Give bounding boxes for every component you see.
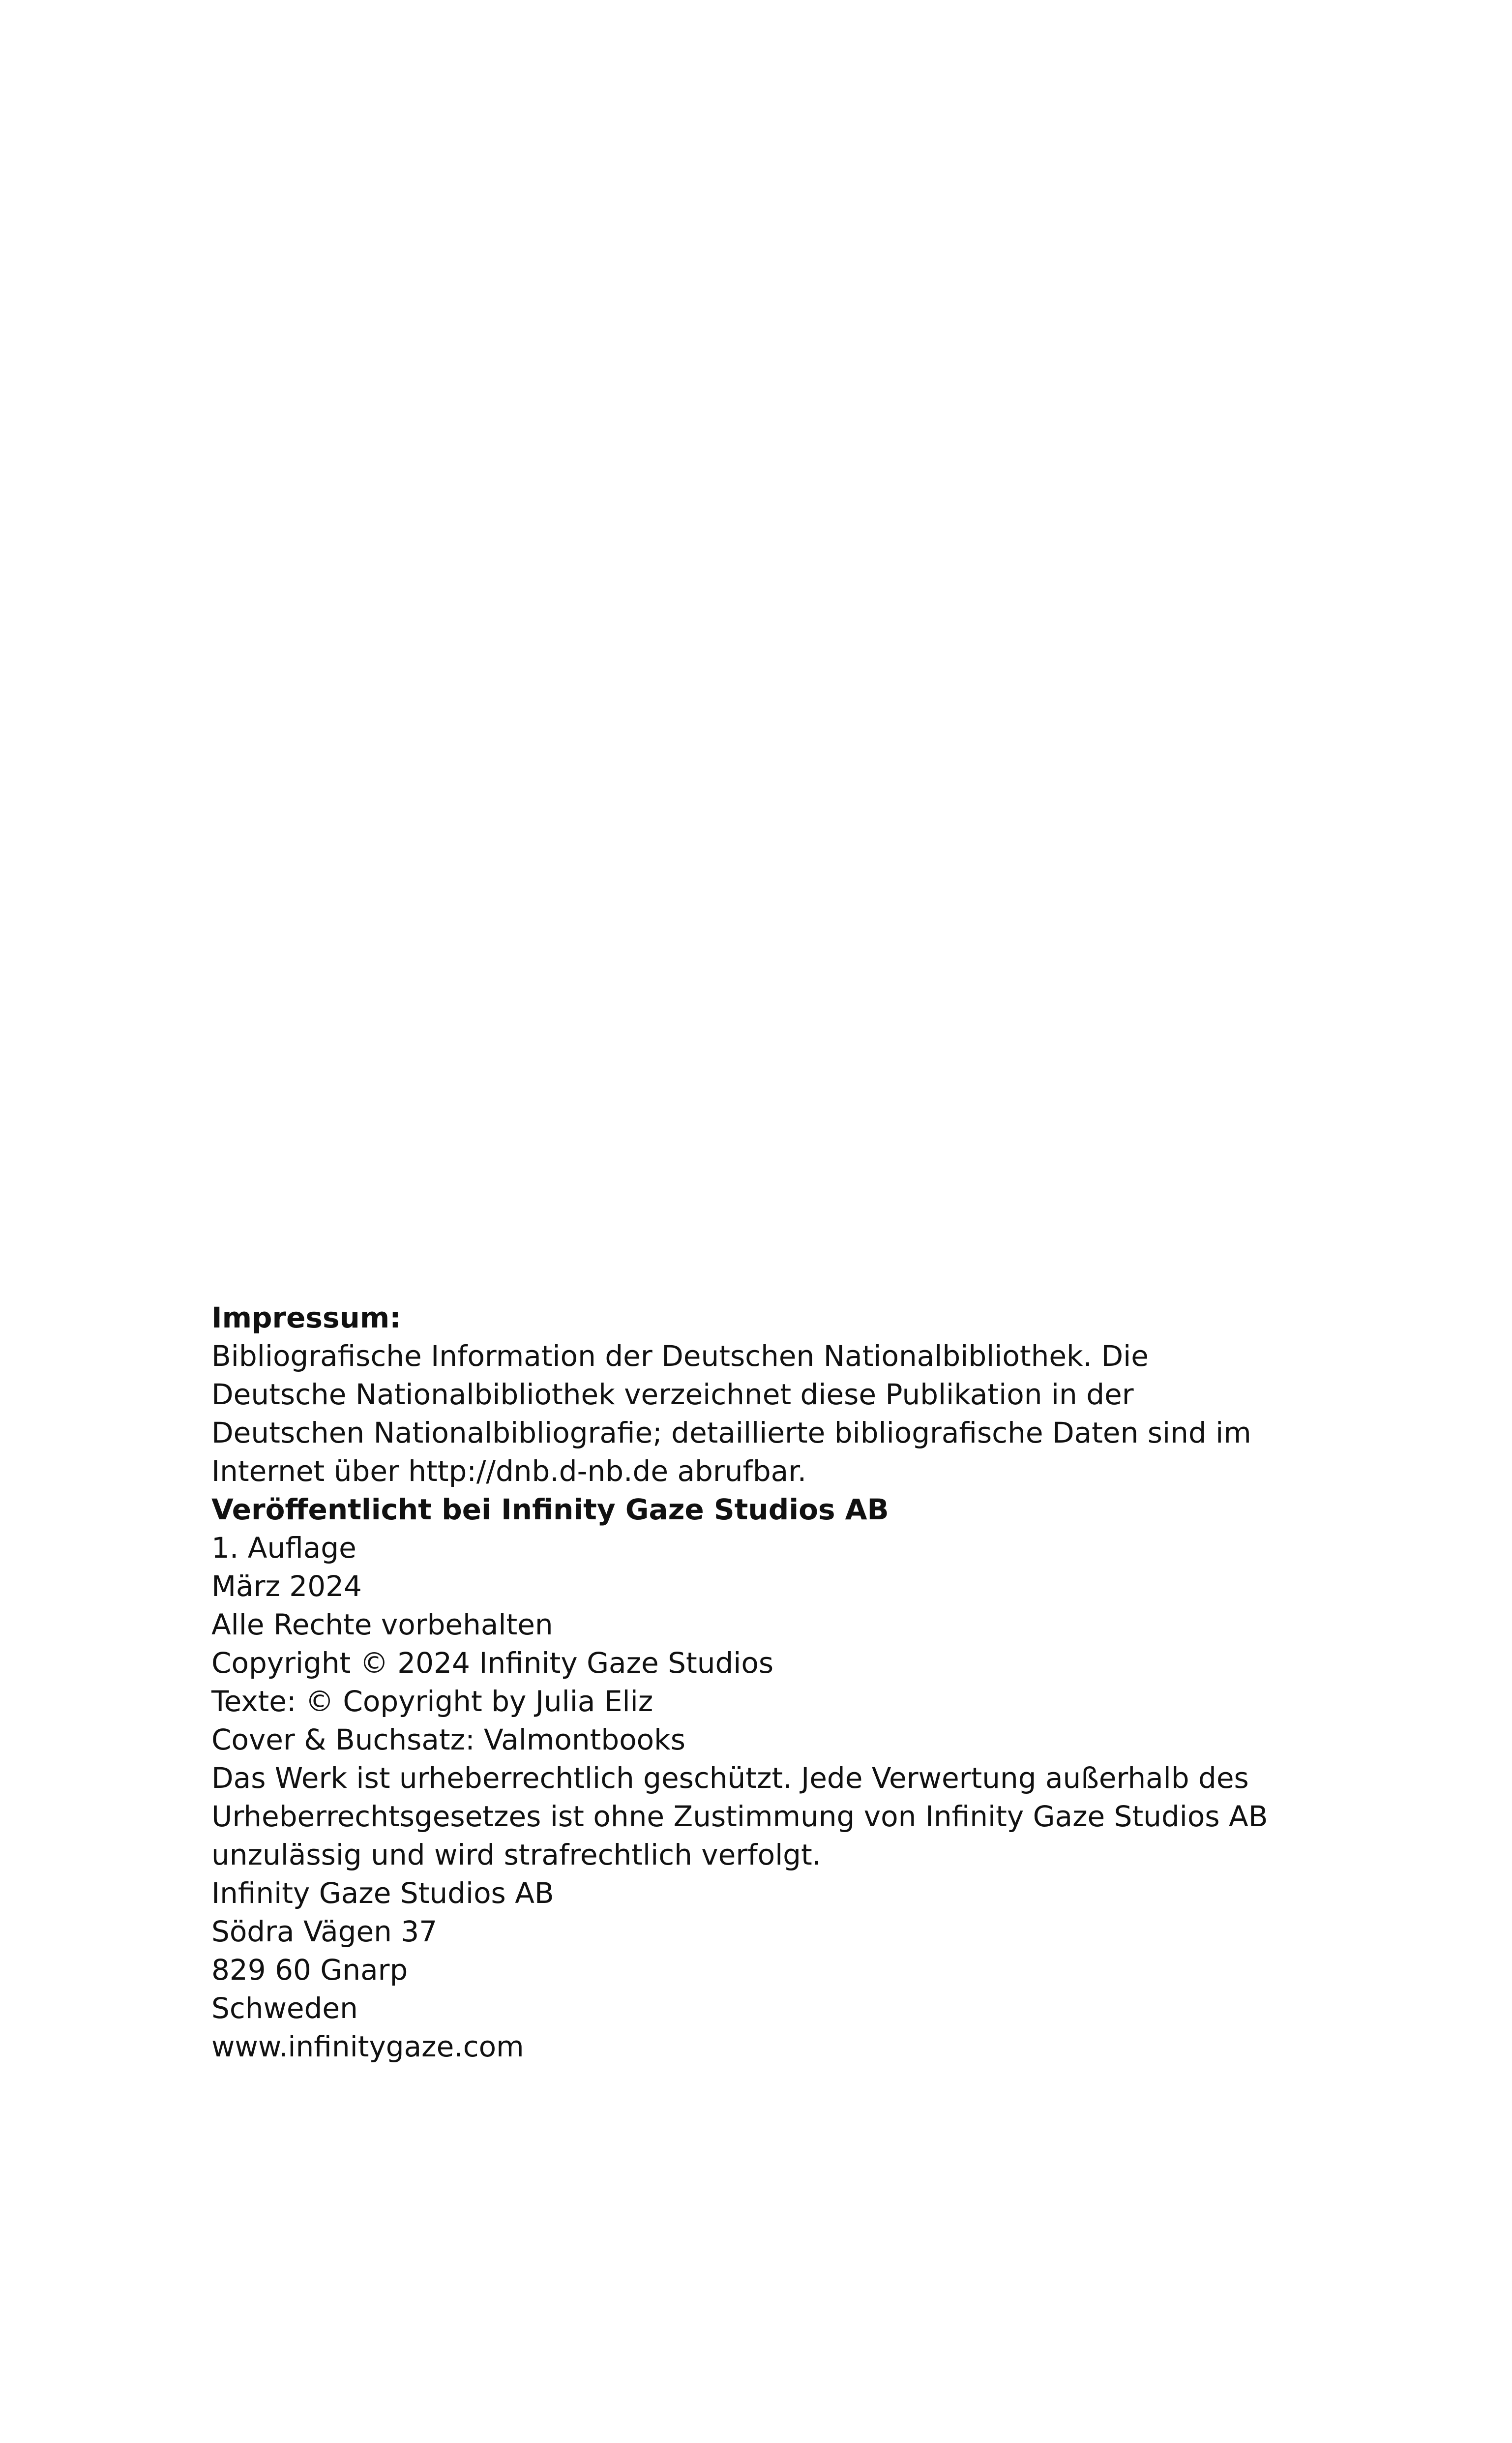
address-company: Infinity Gaze Studios AB — [211, 1876, 554, 1910]
legal-line: Das Werk ist urheberrechtlich geschützt. Jede Verwertung außerhalb des — [211, 1761, 1249, 1795]
address-website: www.infinitygaze.com — [211, 2030, 524, 2063]
bibliographic-line: Deutschen Nationalbibliografie; detaillierte bibliografische Daten sind im — [211, 1416, 1251, 1449]
imprint-heading: Impressum: — [211, 1301, 401, 1334]
legal-line: unzulässig und wird strafrechtlich verfolgt. — [211, 1838, 822, 1871]
address-street: Södra Vägen 37 — [211, 1915, 438, 1948]
rights-notice: Alle Rechte vorbehalten — [211, 1608, 553, 1641]
bibliographic-line: Deutsche Nationalbibliothek verzeichnet diese Publikation in der — [211, 1378, 1134, 1411]
imprint-block — [211, 1298, 1342, 2066]
address-country: Schweden — [211, 1991, 358, 2025]
bibliographic-info — [211, 1337, 1342, 1490]
publisher-line: Veröffentlicht bei Infinity Gaze Studios AB — [211, 1493, 889, 1526]
bibliographic-line: Bibliografische Information der Deutschen Nationalbibliothek. Die — [211, 1339, 1149, 1373]
copyright-notice: Copyright © 2024 Infinity Gaze Studios — [211, 1646, 774, 1680]
edition: 1. Auflage — [211, 1531, 356, 1565]
texts-credit: Texte: © Copyright by Julia Eliz — [211, 1685, 653, 1718]
publisher-address — [211, 1874, 1342, 2066]
publication-date: März 2024 — [211, 1569, 362, 1603]
legal-notice — [211, 1759, 1342, 1874]
legal-line: Urheberrechtsgesetzes ist ohne Zustimmung von Infinity Gaze Studios AB — [211, 1800, 1268, 1833]
bibliographic-line: Internet über http://dnb.d-nb.de abrufbar. — [211, 1454, 807, 1488]
address-city: 829 60 Gnarp — [211, 1953, 408, 1987]
cover-credit: Cover & Buchsatz: Valmontbooks — [211, 1723, 685, 1756]
